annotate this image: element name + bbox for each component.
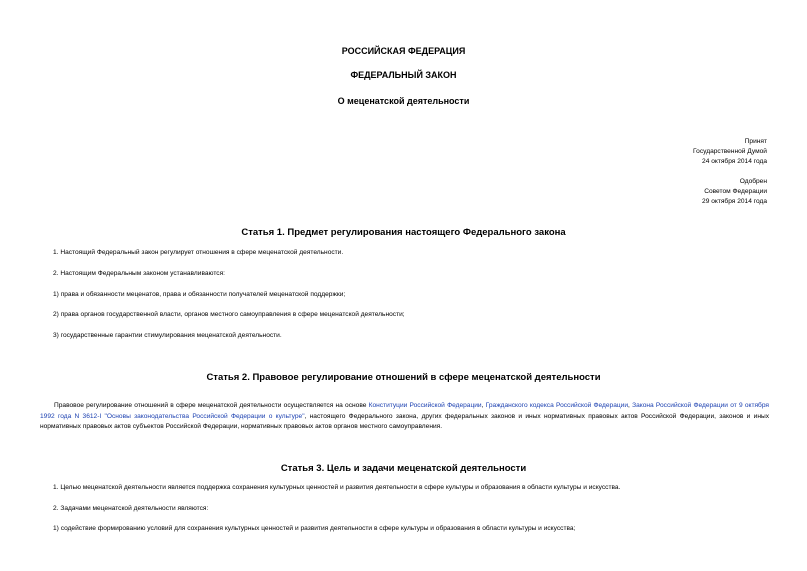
adopted-label: Принят — [744, 138, 767, 145]
article-2-separator-1: , — [481, 402, 486, 409]
article-1-item-3: 3) государственные гарантии стимулирования меценатской деятельности. — [53, 332, 282, 339]
civil-code-link[interactable]: Гражданского кодекса Российской Федерации — [485, 402, 629, 409]
approved-by: Советом Федерации — [704, 188, 767, 195]
approved-label: Одобрен — [739, 178, 767, 185]
article-2-paragraph — [40, 401, 769, 433]
article-3-heading: Статья 3. Цель и задачи меценатской деятельности — [280, 463, 527, 474]
document-country: РОССИЙСКАЯ ФЕДЕРАЦИЯ — [341, 46, 466, 56]
adoption-block — [693, 137, 767, 207]
article-1-item-2: 2) права органов государственной власти, органов местного самоуправления в сфере меценатской деятельности; — [53, 311, 405, 318]
constitution-link[interactable]: Конституции Российской Федерации — [368, 402, 482, 409]
article-2-heading: Статья 2. Правовое регулирование отношений в сфере меценатской деятельности — [206, 372, 601, 383]
approved-date: 29 октября 2014 года — [702, 198, 767, 205]
article-3-paragraph-1: 1. Целью меценатской деятельности является поддержка сохранения культурных ценностей и развития деятельности в сфере культуры и образования в области культуры и искусства. — [53, 484, 621, 491]
article-1-heading: Статья 1. Предмет регулирования настоящего Федерального закона — [241, 227, 566, 238]
article-1-paragraph-2: 2. Настоящим Федеральным законом устанавливаются: — [53, 270, 225, 277]
article-3-paragraph-2: 2. Задачами меценатской деятельности являются: — [53, 505, 209, 512]
article-1-item-1: 1) права и обязанности меценатов, права и обязанности получателей меценатской поддержки; — [53, 291, 346, 298]
article-2-separator-2: , — [628, 402, 633, 409]
adopted-by: Государственной Думой — [693, 148, 767, 155]
article-3-item-1: 1) содействие формированию условий для сохранения культурных ценностей и развития деятельности в сфере культуры и образования в области культуры и искусства; — [53, 525, 576, 532]
document-title: О меценатской деятельности — [337, 96, 470, 106]
document-type: ФЕДЕРАЛЬНЫЙ ЗАКОН — [350, 70, 457, 80]
adopted-date: 24 октября 2014 года — [702, 158, 767, 165]
culture-law-link[interactable]: Закона Российской Федерации от 9 октября 1992 года N 3612-I "Основы законодательства Российской Федерации о культуре" — [40, 402, 769, 420]
article-2-text-before: Правовое регулирование отношений в сфере меценатской деятельности осуществляется на основе — [54, 402, 369, 409]
article-2-text-after: , настоящего Федерального закона, других федеральных законов и иных нормативных правовых актов Российской Федерации, законов и иных нормативных правовых актов субъектов Российской Федерации, нормативных правовых актов органов местного самоуправления. — [40, 412, 769, 430]
article-1-paragraph-1: 1. Настоящий Федеральный закон регулирует отношения в сфере меценатской деятельности. — [53, 249, 344, 256]
